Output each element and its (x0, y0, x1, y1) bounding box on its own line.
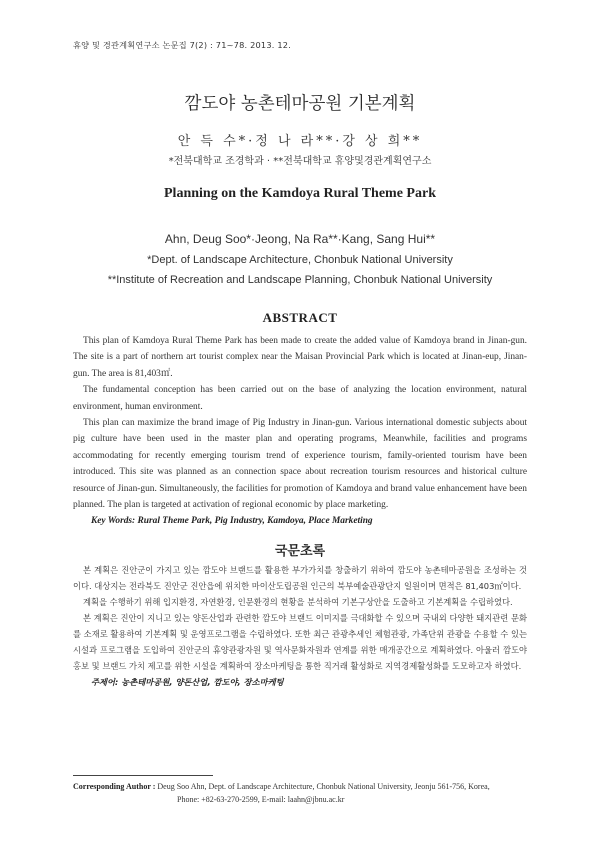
english-affiliation-2: **Institute of Recreation and Landscape Planning, Chonbuk National University (107, 274, 493, 286)
footnote-divider (73, 775, 213, 776)
journal-header: 휴양 및 경관계획연구소 논문집 7(2) : 71~78. 2013. 12. (73, 40, 291, 50)
korean-keywords: 주제어: 농촌테마공원, 양돈산업, 깜도야, 장소마케팅 (91, 677, 284, 687)
english-affiliation-1: *Dept. of Landscape Architecture, Chonbuk National University (147, 254, 453, 266)
korean-abstract-paragraph: 본 계획은 진안이 지니고 있는 양돈산업과 관련한 깜도야 브랜드 이미지를 극대화할 수 있으며 국내외 다양한 돼지관련 문화를 소재로 활용하여 기본계획 및 운영프로그램을 수립하였다. 또한 최근 관광추세인 체험관광, 가족단위 관광을 수용할 수 있는 시설과 프로그램을 도입하여 진안군의 휴양관광자원 및 역사문화자원과 연계를 위한 매개공간으로 계획하였다. 아울러 깜도야 홍보 및 브랜드 가치 제고를 위한 시설을 계획하여 장소마케팅을 통한 직거래 활성화로 지역경제활성화를 도모하고자 하였다. (73, 613, 527, 671)
abstract-paragraph: This plan of Kamdoya Rural Theme Park has been made to create the added value of Kamdoya brand in Jinan-gun. The site is a part of northern art tourist complex near the Maisan Provincial Park which is located at Jinan-eup, Jinan-gun. The area is 81,403㎡. (73, 336, 527, 379)
abstract-keywords: Key Words: Rural Theme Park, Pig Industry, Kamdoya, Place Marketing (91, 516, 373, 527)
korean-abstract-paragraph: 본 계획은 진안군이 가지고 있는 깜도야 브랜드를 활용한 부가가치를 창출하기 위하여 깜도야 농촌테마공원을 조성하는 것이다. 대상지는 전라북도 진안군 진안읍에 위치한 마이산도립공원 인근의 북부예술관광단지 일원이며 면적은 81,403㎡이다. (73, 565, 527, 591)
footnote-line-2: Phone: +82-63-270-2599, E-mail: laahn@jbnu.ac.kr (177, 794, 345, 804)
korean-abstract-paragraph: 계획을 수행하기 위해 입지환경, 자연환경, 인문환경의 현황을 분석하여 기본구상안을 도출하고 기본계획을 수립하였다. (83, 597, 513, 607)
korean-title: 깜도야 농촌테마공원 기본계획 (184, 94, 416, 114)
footnote-line-1: Deug Soo Ahn, Dept. of Landscape Architecture, Chonbuk National University, Jeonju 561-756, Korea, (157, 782, 490, 791)
english-title: Planning on the Kamdoya Rural Theme Park (164, 186, 436, 201)
abstract-paragraph: The fundamental conception has been carried out on the base of analyzing the location environment, natural environment, human environment. (73, 385, 527, 412)
english-authors: Ahn, Deug Soo*·Jeong, Na Ra**·Kang, Sang Hui** (164, 232, 436, 246)
corresponding-author-footnote (73, 781, 543, 806)
abstract-heading: ABSTRACT (262, 310, 338, 325)
abstract-body (73, 333, 527, 530)
korean-authors: 안 득 수*·정 나 라**·강 상 희** (177, 134, 423, 149)
abstract-paragraph: This plan can maximize the brand image of Pig Industry in Jinan-gun. Various international domestic subjects about pig culture have been used in the master plan and operating programs, Meanwhile, facilities and programs accommodating for recently emerging tourism trend of experience tourism, family-oriented tourism have been introduced. This site was planned as an connection space about recreation tourism resources and historical culture resource of Jinan-gun. Simultaneously, the facilities for promotion of Kamdoya and brand value enhancement have been planned. The plan is targeted at activation of regional economic by place marketing. (73, 418, 527, 511)
footnote-label: Corresponding Author : (73, 782, 156, 791)
korean-abstract-body (73, 562, 527, 690)
korean-abstract-heading: 국문초록 (274, 544, 326, 559)
korean-affiliation: *전북대학교 조경학과 · **전북대학교 휴양및경관계획연구소 (168, 156, 432, 167)
